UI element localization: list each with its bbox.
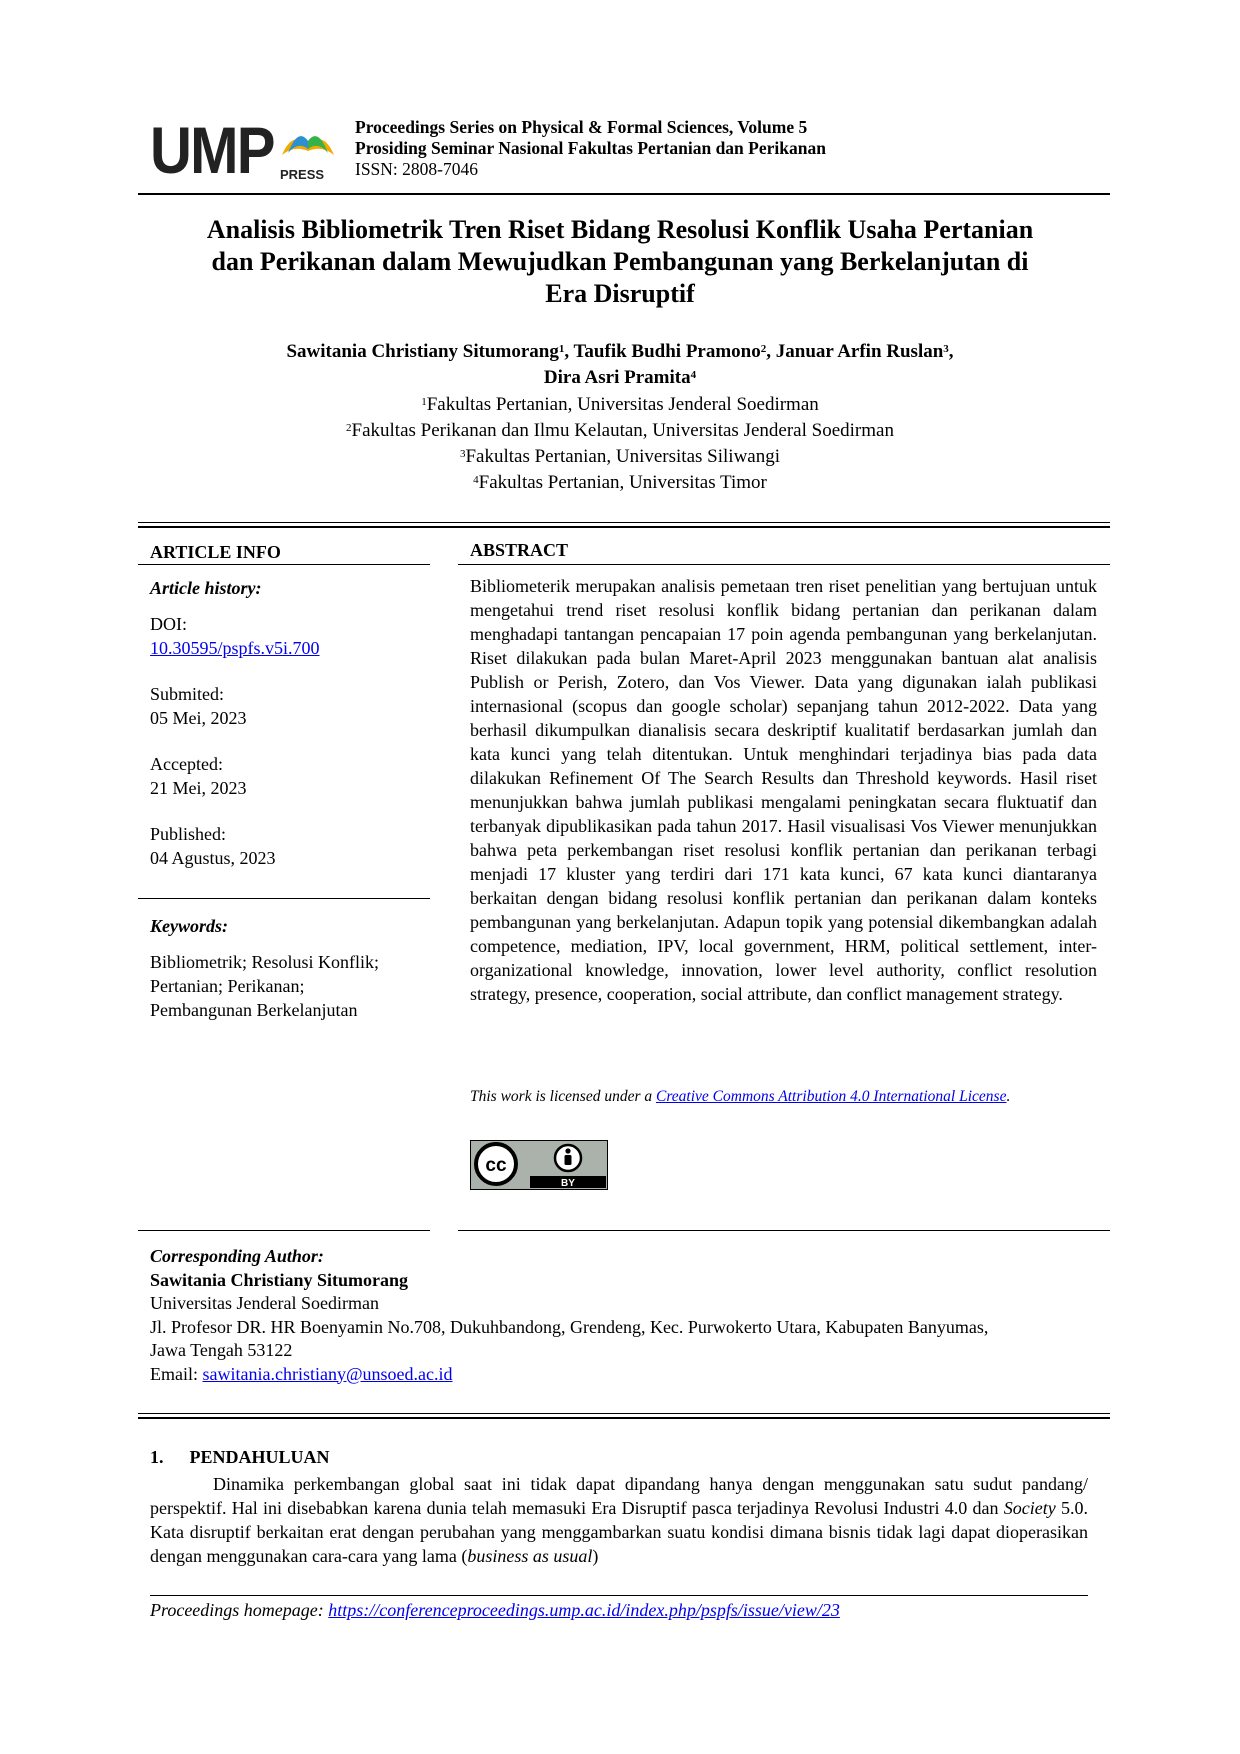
section-rule bbox=[138, 1417, 1110, 1419]
corresponding-author bbox=[150, 1245, 1110, 1386]
logo-subtext: PRESS bbox=[280, 167, 325, 182]
affiliation: $^3$Fakultas Pertanian, Universitas Siliwangi bbox=[459, 446, 780, 467]
seminar-title: Prosiding Seminar Nasional Fakultas Pertanian dan Perikanan bbox=[355, 138, 826, 158]
series-title: Proceedings Series on Physical & Formal Sciences, Volume 5 bbox=[355, 117, 808, 137]
article-info-rule bbox=[138, 564, 430, 565]
article-info-heading: ARTICLE INFO bbox=[150, 542, 281, 562]
footer-rule bbox=[150, 1595, 1088, 1596]
logo-text: UMP bbox=[150, 113, 274, 187]
corresponding-institution: Universitas Jenderal Soedirman bbox=[150, 1293, 379, 1313]
title-line: Era Disruptif bbox=[545, 279, 695, 308]
email-link[interactable]: sawitania.christiany@unsoed.ac.id bbox=[202, 1363, 453, 1384]
author-name: Taufik Budhi Pramono bbox=[573, 341, 761, 362]
published-label: Published: bbox=[150, 824, 227, 844]
corresponding-address: Jl. Profesor DR. HR Boenyamin No.708, Dukuhbandong, Grendeng, Kec. Purwokerto Utara, Kabupaten Banyumas, Jawa Tengah 53122 bbox=[150, 1316, 989, 1360]
ump-press-logo bbox=[150, 113, 345, 187]
corresponding-name: Sawitania Christiany Situmorang bbox=[150, 1269, 409, 1290]
by-label: BY bbox=[561, 1178, 575, 1189]
author-name: Januar Arfin Ruslan bbox=[775, 341, 944, 362]
affiliation: $^2$Fakultas Perikanan dan Ilmu Kelautan, Universitas Jenderal Soedirman bbox=[346, 420, 894, 441]
keywords-label: Keywords: bbox=[150, 916, 228, 936]
keywords-text: Bibliometrik; Resolusi Konflik; Pertanian; Perikanan; Pembangunan Berkelanjutan bbox=[150, 952, 379, 1020]
left-bottom-rule bbox=[138, 1230, 430, 1231]
author-sup: 2 bbox=[760, 343, 767, 355]
accepted-date: 21 Mei, 2023 bbox=[150, 778, 247, 798]
submitted-label: Submited: bbox=[150, 684, 225, 704]
submitted-date: 05 Mei, 2023 bbox=[150, 708, 247, 728]
abstract-bottom-rule bbox=[458, 1230, 1110, 1231]
section-heading: 1. PENDAHULUAN bbox=[150, 1447, 330, 1467]
author-sup: 1 bbox=[558, 343, 565, 355]
homepage-link[interactable]: https://conferenceproceedings.ump.ac.id/index.php/pspfs/issue/view/23 bbox=[328, 1600, 840, 1620]
intro-paragraph: Dinamika perkembangan global saat ini tidak dapat dipandang hanya dengan menggunakan satu sudut pandang/ perspektif. Hal ini disebabkan karena dunia telah memasuki Era Disruptif pasca terjadinya Revolusi Industri 4.0 dan Society 5.0. Kata disruptif berkaitan erat dengan perubahan yang menggambarkan suatu kondisi dimana bisnis tidak lagi dapat dioperasikan dengan menggunakan cara-cara yang lama (business as usual) bbox=[150, 1474, 1088, 1566]
abstract-heading: ABSTRACT bbox=[470, 540, 569, 560]
title-line: Analisis Bibliometrik Tren Riset Bidang Resolusi Konflik Usaha Pertanian bbox=[206, 215, 1034, 244]
affiliation: $^1$Fakultas Pertanian, Universitas Jenderal Soedirman bbox=[421, 394, 819, 415]
cc-by-badge[interactable] bbox=[470, 1140, 608, 1190]
license-note: This work is licensed under a Creative Commons Attribution 4.0 International License. bbox=[470, 1088, 1011, 1105]
corresponding-label: Corresponding Author: bbox=[150, 1246, 324, 1266]
author-sup: 3 bbox=[943, 343, 949, 355]
title-line: dan Perikanan dalam Mewujudkan Pembangunan yang Berkelanjutan di bbox=[211, 247, 1029, 276]
published-date: 04 Agustus, 2023 bbox=[150, 848, 276, 868]
keywords-block bbox=[150, 914, 380, 1022]
cc-label: cc bbox=[485, 1155, 507, 1176]
author-list: Sawitania Christiany Situmorang$^1$, Taufik Budhi Pramono$^2$, Januar Arfin Ruslan$^3$, Dira Asri Pramita$^4$ bbox=[286, 341, 954, 388]
doi-link[interactable]: 10.30595/pspfs.v5i.700 bbox=[150, 638, 320, 658]
author-name: Sawitania Christiany Situmorang bbox=[286, 341, 559, 362]
affiliation: $^4$Fakultas Pertanian, Universitas Timor bbox=[473, 472, 767, 493]
article-info bbox=[150, 540, 435, 564]
section-rule bbox=[138, 1413, 1110, 1414]
issn: ISSN: 2808-7046 bbox=[355, 159, 478, 179]
author-name: Dira Asri Pramita bbox=[543, 367, 691, 388]
keywords-rule bbox=[138, 898, 430, 899]
paper-title bbox=[140, 214, 1100, 310]
license-link[interactable]: Creative Commons Attribution 4.0 International License bbox=[656, 1088, 1007, 1105]
journal-header bbox=[355, 117, 826, 180]
doi-label: DOI: bbox=[150, 614, 187, 634]
author-sup: 4 bbox=[690, 369, 697, 381]
affiliation-list bbox=[140, 392, 1100, 496]
corresponding-email-row: Email: sawitania.christiany@unsoed.ac.id bbox=[150, 1363, 453, 1384]
abstract-text: Bibliometerik merupakan analisis pemetaan tren riset penelitian yang bertujuan untuk mengetahui trend riset resolusi konflik bidang pertanian dan perikanan dalam menghadapi tantangan pencapaian 17 poin agenda pembangunan yang berkelanjutan. Riset dilakukan pada bulan Maret-April 2023 menggunakan bantuan alat analisis Publish or Perish, Zotero, dan Vos Viewer. Data yang digunakan ialah publikasi internasional (scopus dan google scholar) sepanjang tahun 2012-2022. Data yang berhasil dikumpulkan dianalisis secara deskriptif kualitatif berdasarkan jumlah dan kata kunci yang telah ditentukan. Untuk menghindari terjadinya bias pada data dilakukan Refinement Of The Search Results dan Threshold keywords. Hasil riset menunjukkan bahwa jumlah publikasi mengalami peningkatan secara fluktuatif dan terbanyak dipublikasikan pada tahun 2017. Hasil visualisasi Vos Viewer menunjukkan bahwa peta perkembangan riset resolusi konflik pertanian dan perikanan terbagi menjadi 17 kluster yang terdiri dari 171 kata kunci, 67 kata kunci diantaranya berkaitan dengan bidang resolusi konflik pertanian dan perikanan dalam konteks pembangunan yang berkelanjutan. Adapun topik yang potensial dikembangkan adalah competence, mediation, IPV, local government, HRM, political settlement, inter-organizational knowledge, innovation, lower level authority, conflict resolution strategy, presence, cooperation, social attribute, dan conflict management strategy. bbox=[470, 576, 1097, 1004]
header-rule bbox=[138, 193, 1110, 195]
article-history bbox=[150, 576, 435, 870]
abstract-rule bbox=[458, 564, 1110, 565]
page-footer: Proceedings homepage: https://conferenceproceedings.ump.ac.id/index.php/pspfs/issue/view/23 bbox=[150, 1600, 840, 1620]
open-book-icon bbox=[278, 125, 338, 159]
section-rule bbox=[138, 522, 1110, 523]
accepted-label: Accepted: bbox=[150, 754, 223, 774]
history-label: Article history: bbox=[150, 578, 262, 598]
section-rule bbox=[138, 526, 1110, 528]
